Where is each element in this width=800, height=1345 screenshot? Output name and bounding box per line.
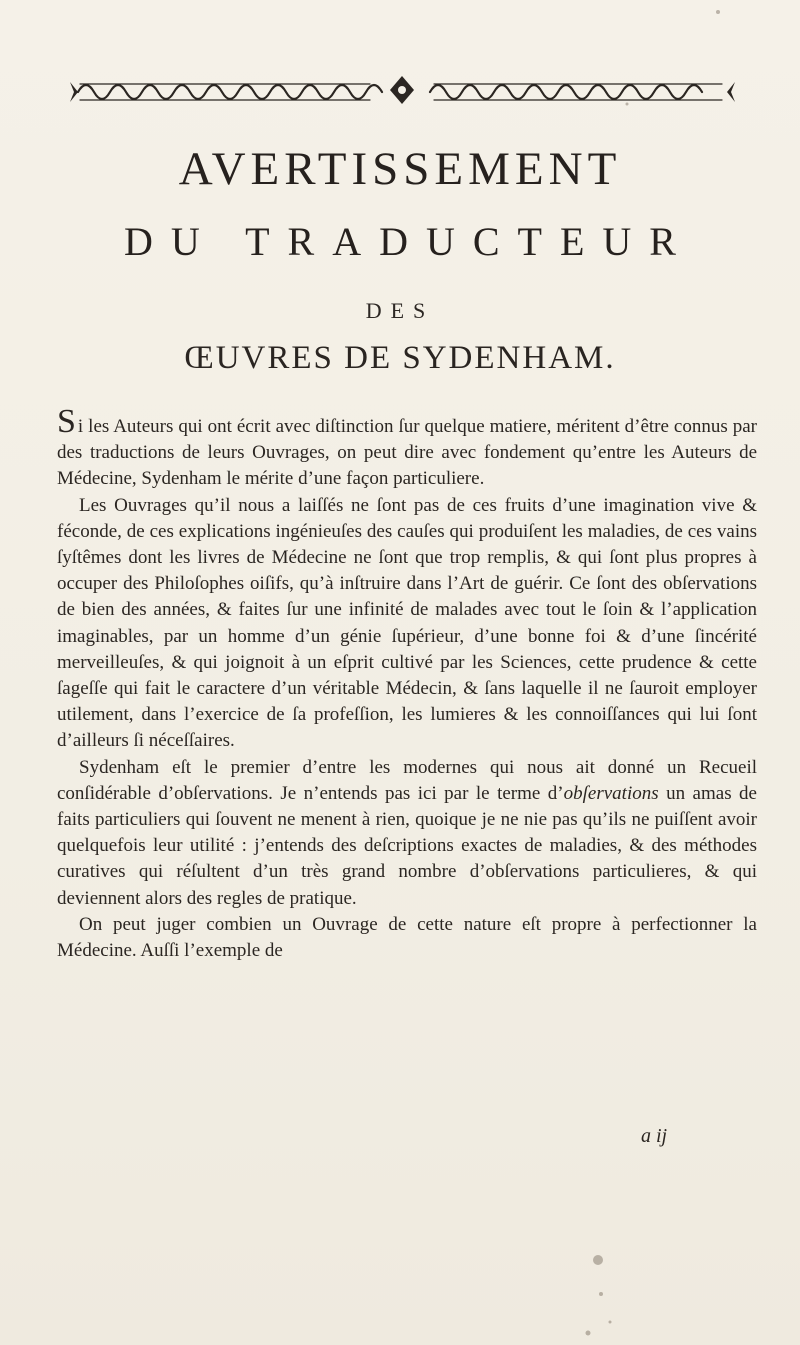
drop-cap: S bbox=[57, 403, 76, 440]
paragraph-1-text: i les Auteurs qui ont écrit avec diſtinction ſur quelque matiere, méritent d’être connus par des traductions de leurs Ouvrages, on peut dire avec fondement qu’entre les Auteurs de Médecine, Sydenham le mérite d’une façon particuliere. bbox=[57, 416, 757, 490]
paragraph-3-italic: obſervations bbox=[563, 782, 659, 804]
subtitle: DU TRADUCTEUR bbox=[124, 219, 694, 264]
main-title: AVERTISSEMENT bbox=[178, 143, 622, 195]
works-title: ŒUVRES DE SYDENHAM. bbox=[184, 340, 616, 376]
paragraph-4: On peut juger combien un Ouvrage de cette nature eſt propre à perfectionner la Médecine. Auſſi l’exemple de bbox=[57, 913, 757, 962]
decorative-headband-ornament bbox=[70, 70, 735, 110]
title-connector: DES bbox=[365, 298, 435, 323]
paragraph-3 bbox=[57, 755, 757, 912]
paragraph-1 bbox=[57, 403, 757, 493]
signature-mark: a ij bbox=[641, 1125, 668, 1147]
paragraph-3-text-a: Sydenham eſt le premier d’entre les modernes qui nous ait donné un Recueil conſidérable d’obſervations. Je n’entends pas ici par le terme d’ bbox=[57, 756, 757, 804]
paragraph-2: Les Ouvrages qu’il nous a laiſſés ne ſont pas de ces fruits d’une imagination vive & féconde, de ces explications ingénieuſes des cauſes qui produiſent les maladies, de ces vains ſyſtêmes dont les livres de Médecine ne ſont que trop remplis, & qui ſont plus propres à occuper des Philoſophes oiſifs, qu’à inſtruire dans l’Art de guérir. Ce ſont des obſervations de bien des années, & faites ſur une infinité de malades avec tout le ſoin & l’application imaginables, par un homme d’un génie ſupérieur, d’une bonne foi & d’une ſincérité merveilleuſes, & qui joignoit à un eſprit cultivé par les Sciences, cette prudence & cette ſageſſe qui fait le caractere d’un véritable Médecin, & ſans laquelle il ne ſauroit employer utilement, dans l’exercice de ſa profeſſion, les lumieres & les connoiſſances qui lui ſont d’ailleurs ſi néceſſaires. bbox=[57, 494, 757, 752]
paragraph-3-text-b: un amas de faits particuliers qui ſouvent ne menent à rien, quoique je ne nie pas qu’ils ne puiſſent avoir quelquefois leur utilité : j’entends des deſcriptions exactes de maladies, & des méthodes curatives qui réſultent d’un très grand nombre d’obſervations particulieres, & qui deviennent alors des regles de pratique. bbox=[57, 782, 757, 909]
body-text bbox=[57, 403, 757, 964]
